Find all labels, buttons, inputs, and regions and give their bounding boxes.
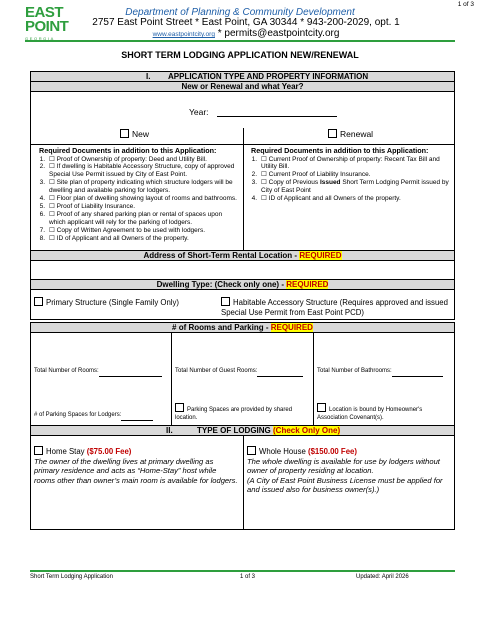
- whole-house-option[interactable]: Whole House ($150.00 Fee): [247, 446, 453, 456]
- required-badge: REQUIRED: [299, 251, 342, 260]
- new-doc-item[interactable]: 7. ☐ Copy of Written Agreement to be used with lodgers.: [39, 226, 206, 234]
- required-badge: REQUIRED: [286, 280, 329, 289]
- home-stay-fee: ($75.00 Fee): [86, 447, 132, 456]
- home-stay-description: The owner of the dwelling lives at primary dwelling as primary residence and acts as “Home-Stay” host while rooms other than owner’s main room is available for lodgers.: [34, 457, 238, 485]
- rooms-parking-heading: # of Rooms and Parking - REQUIRED: [30, 322, 455, 333]
- dwelling-type-box: [30, 289, 455, 320]
- total-rooms-input[interactable]: [99, 370, 162, 377]
- total-rooms-field[interactable]: Total Number of Rooms:: [34, 359, 162, 377]
- footer-divider: [30, 570, 455, 572]
- required-badge: REQUIRED: [270, 323, 313, 332]
- home-stay-checkbox[interactable]: [34, 446, 43, 455]
- renewal-documents-column: [247, 147, 452, 203]
- primary-structure-checkbox[interactable]: [34, 297, 43, 306]
- new-doc-item[interactable]: 6. ☐ Proof of any shared parking plan or rental of spaces upon which applicant will rely for the parking of lodgers.: [39, 210, 223, 226]
- accessory-structure-option[interactable]: Habitable Accessory Structure (Requires approved and issued Special Use Permit from East Point PCD): [221, 298, 448, 317]
- business-license-note: (A City of East Point Business License must be applied for and issued also for business owner(s).): [247, 475, 443, 495]
- page-indicator: 1 of 3: [457, 1, 474, 8]
- whole-house-checkbox[interactable]: [247, 446, 256, 455]
- required-badge: (Check Only One): [273, 426, 341, 435]
- renewal-doc-item[interactable]: 3. ☐ Copy of Previous Issued Short Term Lodging Permit issued by City of East Point: [251, 179, 449, 195]
- home-stay-column: [34, 446, 239, 485]
- lodging-type-box: [30, 435, 455, 530]
- new-doc-item[interactable]: 5. ☐ Proof of Liability Insurance.: [39, 202, 136, 210]
- hoa-covenant-option[interactable]: Location is bound by Homeowner's Association Covenant(s).: [317, 403, 452, 422]
- year-label: Year:: [189, 107, 209, 117]
- year-and-type-box: [30, 91, 455, 145]
- new-or-renewal-heading: New or Renewal and what Year?: [30, 81, 455, 92]
- new-doc-item[interactable]: 8. ☐ ID of Applicant and all Owners of the property.: [39, 234, 189, 242]
- new-documents-column: [35, 147, 240, 242]
- header-divider: [25, 40, 455, 42]
- new-doc-item[interactable]: 2. ☐ If dwelling is Habitable Accessory Structure, copy of approved Special Use Permit issued by City of East Point.: [39, 163, 235, 179]
- rooms-divider-1: [171, 333, 172, 425]
- total-guest-rooms-field[interactable]: Total Number of Guest Rooms:: [175, 359, 303, 377]
- total-bathrooms-input[interactable]: [392, 370, 443, 377]
- rooms-parking-box: [30, 332, 455, 426]
- renewal-docs-heading: Required Documents in addition to this Application:: [251, 146, 429, 155]
- year-divider: [243, 128, 244, 145]
- address-heading: Address of Short-Term Rental Location - REQUIRED: [30, 250, 455, 261]
- rooms-divider-2: [313, 333, 314, 425]
- dwelling-type-heading: Dwelling Type: (Check only one) - REQUIRED: [30, 279, 455, 290]
- website-link[interactable]: www.eastpointcity.org: [152, 31, 215, 38]
- address-input[interactable]: [30, 260, 455, 280]
- office-address: 2757 East Point Street * East Point, GA 30344 * 943-200-2029, opt. 1: [92, 17, 400, 28]
- footer-left: Short Term Lodging Application: [30, 574, 113, 580]
- hoa-covenant-checkbox[interactable]: [317, 403, 326, 412]
- footer-updated: Updated: April 2026: [356, 574, 409, 580]
- whole-house-fee: ($150.00 Fee): [307, 447, 357, 456]
- total-bathrooms-field[interactable]: Total Number of Bathrooms:: [317, 359, 443, 377]
- new-doc-item[interactable]: 3. ☐ Site plan of property indicating which structure lodgers will be dwelling and available parking for lodgers.: [39, 179, 233, 195]
- parking-spaces-field[interactable]: # of Parking Spaces for Lodgers:: [34, 403, 153, 421]
- shared-parking-checkbox[interactable]: [175, 403, 184, 412]
- email-text: * permits@eastpointcity.org: [214, 28, 340, 39]
- new-docs-heading: Required Documents in addition to this Application:: [39, 146, 217, 155]
- home-stay-option[interactable]: Home Stay ($75.00 Fee): [34, 446, 239, 456]
- whole-house-column: [247, 446, 453, 495]
- section-2-header: II. TYPE OF LODGING (Check Only One): [30, 425, 455, 436]
- renewal-doc-item[interactable]: 1. ☐ Current Proof of Ownership of property: Recent Tax Bill and Utility Bill.: [251, 155, 440, 171]
- parking-spaces-input[interactable]: [121, 414, 153, 421]
- contact-line: [0, 28, 480, 39]
- department-name: Department of Planning & Community Development: [125, 7, 355, 18]
- shared-parking-option[interactable]: Parking Spaces are provided by shared location.: [175, 403, 310, 422]
- primary-structure-option[interactable]: Primary Structure (Single Family Only): [34, 297, 179, 307]
- total-guest-rooms-input[interactable]: [257, 370, 303, 377]
- renewal-doc-item[interactable]: 2. ☐ Current Proof of Liability Insurance.: [251, 171, 371, 179]
- renewal-doc-item[interactable]: 4. ☐ ID of Applicant and all Owners of the property.: [251, 195, 401, 203]
- new-doc-item[interactable]: 4. ☐ Floor plan of dwelling showing layout of rooms and bathrooms.: [39, 195, 237, 203]
- renewal-option[interactable]: Renewal: [328, 129, 373, 139]
- section-1-header: I. APPLICATION TYPE AND PROPERTY INFORMATION: [30, 71, 455, 82]
- year-input[interactable]: [217, 106, 337, 117]
- document-title: SHORT TERM LODGING APPLICATION NEW/RENEWAL: [121, 50, 359, 60]
- renewal-checkbox[interactable]: [328, 129, 337, 138]
- required-documents-box: [30, 144, 455, 251]
- new-doc-item[interactable]: 1. ☐ Proof of Ownership of property: Deed and Utility Bill.: [39, 155, 207, 163]
- footer-page: 1 of 3: [240, 574, 256, 580]
- docs-divider: [243, 145, 244, 250]
- lodging-divider: [243, 436, 244, 529]
- new-checkbox[interactable]: [120, 129, 129, 138]
- east-point-logo: EAST POINT GEORGIA: [25, 4, 69, 41]
- renewal-docs-list: [247, 156, 452, 203]
- accessory-structure-checkbox[interactable]: [221, 297, 230, 306]
- new-option[interactable]: New: [120, 129, 149, 139]
- whole-house-description: The whole dwelling is available for use by lodgers without owner of property residing at location.: [247, 457, 440, 476]
- new-docs-list: [35, 156, 240, 243]
